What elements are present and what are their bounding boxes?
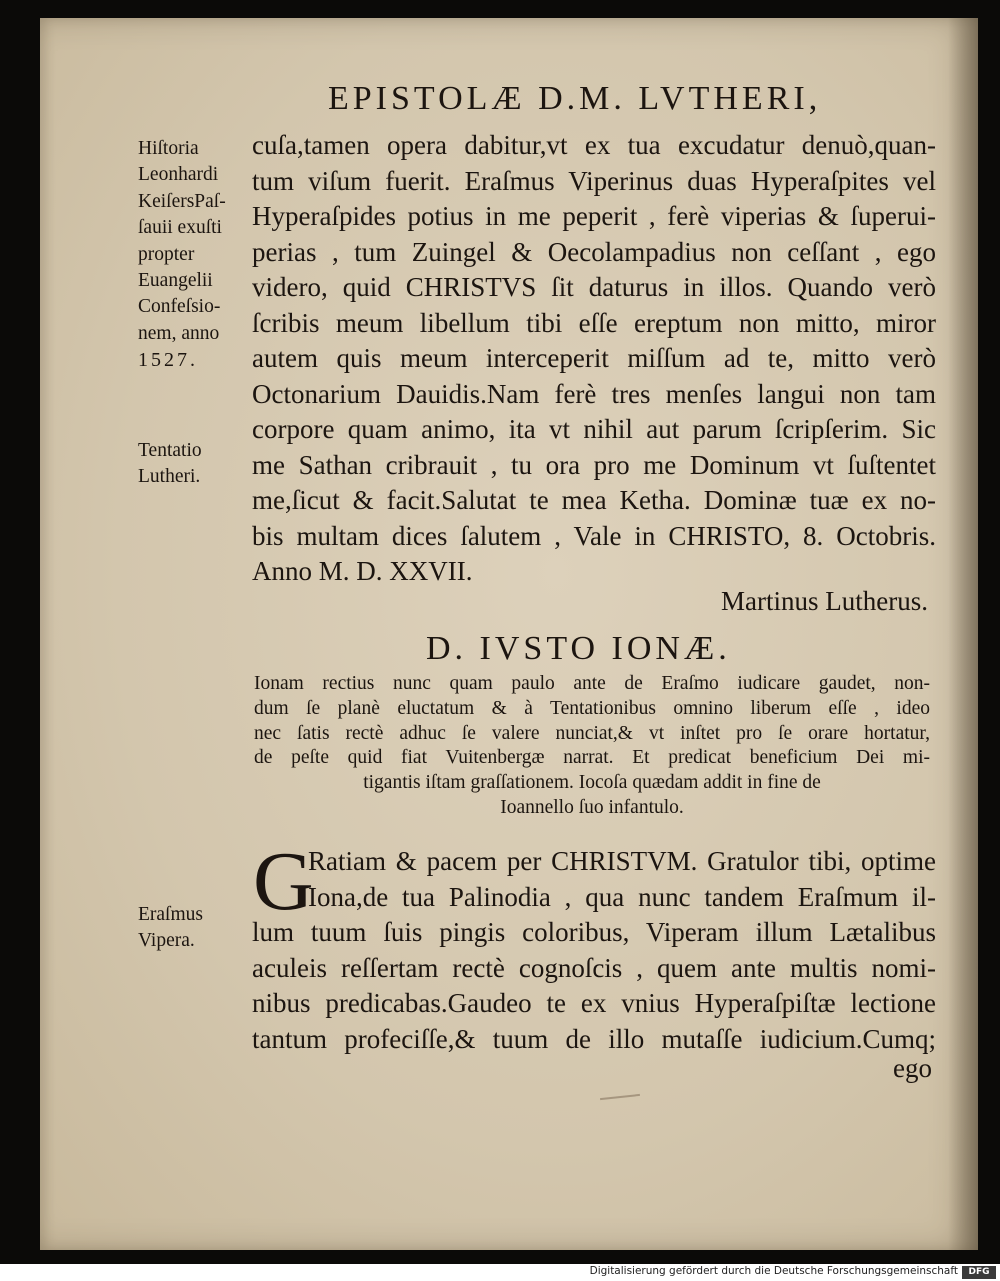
- margin-note-line: Confeſsio-: [138, 296, 221, 318]
- text-line: tum viſum fuerit. Eraſmus Viperinus duas Hyperaſpites vel: [252, 165, 936, 196]
- margin-note-line: Hiſtoria: [138, 138, 199, 159]
- text-line: Hyperaſpides potius in me peperit , ferè viperias & ſuperui-: [252, 201, 936, 231]
- summary-line: Ioannello ſuo infantulo.: [500, 796, 684, 818]
- text-line: bis multam dices ſalutem , Vale in CHRISTO, 8. Octobris.: [252, 520, 936, 551]
- margin-note-erasmus: [138, 902, 203, 955]
- text-line: tantum profeciſſe,& tuum de illo mutaſſe iudicium.Cumq;: [252, 1023, 936, 1054]
- margin-note-line: Lutheri.: [138, 466, 201, 488]
- running-head: EPISTOLÆ D.M. LVTHERI,: [328, 80, 822, 117]
- ink-smudge: [600, 1094, 640, 1100]
- text-line: nibus predicabas.Gaudeo te ex vnius Hyperaſpiſtæ lectione: [252, 988, 936, 1018]
- summary-line: Ionam rectius nunc quam paulo ante de Eraſmo iudicare gaudet, non-: [254, 673, 930, 694]
- summary-line: tigantis iſtam graſſationem. Iocoſa quædam addit in fine de: [363, 772, 821, 794]
- margin-note-line: KeiſersPaſ-: [138, 190, 226, 212]
- dfg-logo-icon: DFG: [962, 1266, 996, 1279]
- margin-note-line: Vipera.: [138, 930, 195, 952]
- text-line: lum tuum ſuis pingis coloribus, Viperam illum Lætalibus: [252, 917, 936, 947]
- margin-note-line: Leonhardi: [138, 164, 219, 186]
- text-line: Anno M. D. XXVII.: [252, 556, 473, 586]
- text-line: Octonarium Dauidis.Nam ferè tres menſes langui non tam: [252, 378, 936, 409]
- margin-note-line: Eraſmus: [138, 904, 203, 925]
- letter-summary: [254, 672, 930, 821]
- summary-line: nec ſatis rectè adhuc ſe valere nunciat,& vt inſtet pro ſe orare hortatur,: [254, 722, 930, 744]
- text-line: ſcribis meum libellum tibi eſſe ereptum non mitto, miror: [252, 307, 936, 338]
- margin-note-year: 1527.: [138, 349, 198, 372]
- margin-note-line: Euangelii: [138, 270, 213, 292]
- summary-line: de peſte quid fiat Vuitenbergæ narrat. Et predicat beneficium Dei mi-: [254, 747, 930, 769]
- section-heading: D. IVSTO IONÆ.: [426, 630, 731, 667]
- text-line: me Sathan cribrauit , tu ora pro me Dominum vt ſuſtentet: [252, 449, 936, 480]
- text-line: autem quis meum interceperit miſſum ad te, mitto verò: [252, 343, 936, 373]
- text-line: Ratiam & pacem per CHRISTVM. Gratulor tibi, optime: [308, 846, 936, 876]
- signature: Martinus Lutherus.: [721, 586, 928, 616]
- catchword: ego: [893, 1053, 932, 1083]
- margin-note-line: propter: [138, 243, 195, 265]
- letter-body: [252, 844, 936, 1057]
- text-line: aculeis reſſertam rectè cognoſcis , quem ante multis nomi-: [252, 952, 936, 983]
- drop-cap: G: [253, 835, 314, 928]
- text-line: perias , tum Zuingel & Oecolampadius non ceſſant , ego: [252, 236, 936, 267]
- text-line: corpore quam animo, ita vt nihil aut parum ſcripſerim. Sic: [252, 414, 936, 444]
- margin-note-line: Tentatio: [138, 440, 202, 461]
- text-line: me,ſicut & facit.Salutat te mea Ketha. Dominæ tuæ ex no-: [252, 485, 936, 515]
- footer-credit: Digitalisierung gefördert durch die Deutsche Forschungsgemeinschaft: [589, 1265, 958, 1277]
- text-line: cuſa,tamen opera dabitur,vt ex tua excudatur denuò,quan-: [252, 130, 936, 160]
- text-line: Iona,de tua Palinodia , qua nunc tandem Eraſmum il-: [308, 881, 936, 912]
- text-line: videro, quid CHRISTVS ſit daturus in illos. Quando verò: [252, 272, 936, 302]
- book-page: [40, 18, 978, 1250]
- margin-note-line: ſauii exuſti: [138, 217, 222, 239]
- spine-shadow: [948, 18, 978, 1250]
- margin-note-line: nem, anno: [138, 322, 220, 344]
- main-text-block: [252, 128, 936, 590]
- margin-note-historia: [138, 136, 226, 374]
- summary-line: dum ſe planè eluctatum & à Tentationibus omnino liberum eſſe , ideo: [254, 697, 930, 719]
- margin-note-tentatio: [138, 438, 202, 491]
